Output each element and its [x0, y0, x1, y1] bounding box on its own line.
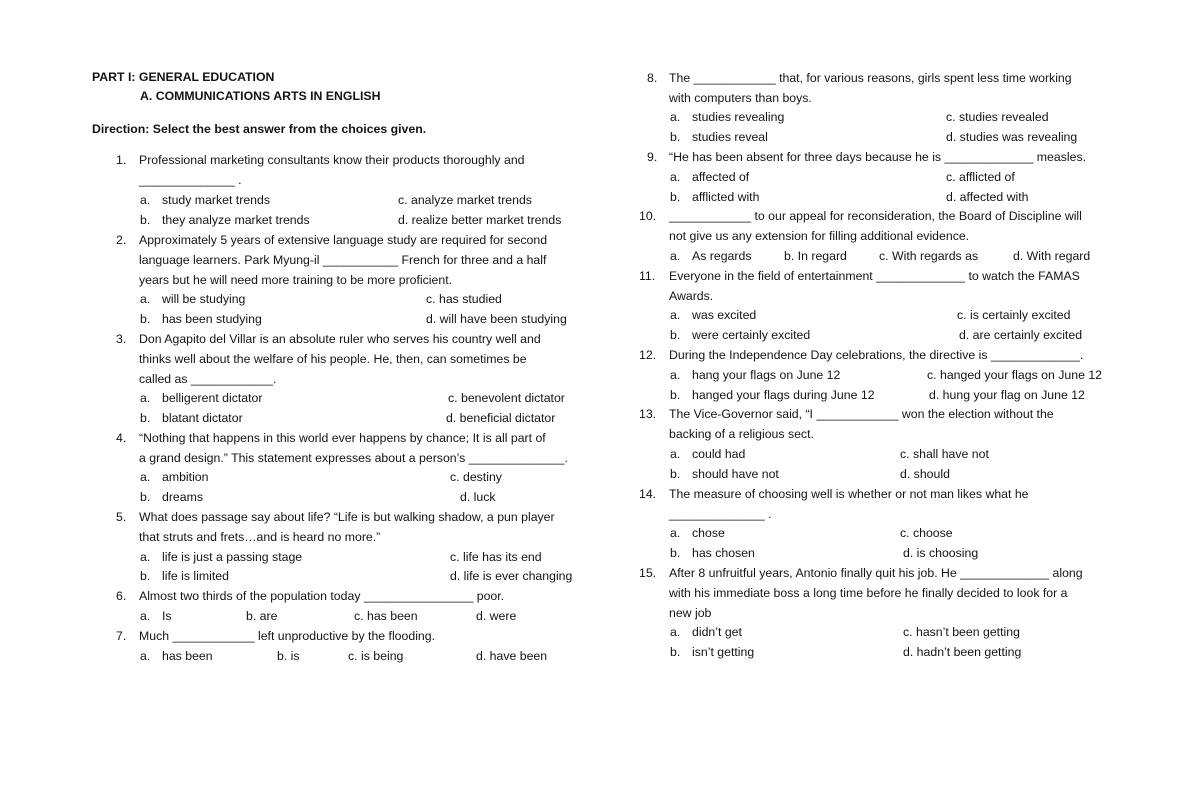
question-14-text: The measure of choosing well is whether or not man likes what he — [669, 487, 1029, 501]
choice-b: has chosen — [692, 546, 755, 560]
choice-letter: a. — [670, 249, 681, 263]
choice-d: d. life is ever changing — [450, 569, 573, 583]
question-5-text: What does passage say about life? “Life is but walking shadow, a pun player — [139, 510, 555, 524]
question-11-text: Awards. — [669, 288, 714, 303]
question-12-number: 12. — [639, 348, 657, 362]
choice-d: d. hung your flag on June 12 — [929, 388, 1085, 402]
choice-b: b. In regard — [784, 249, 847, 263]
question-10-text: not give us any extension for filling additional evidence. — [669, 228, 970, 243]
choice-a: chose — [692, 526, 725, 540]
choice-b: should have not — [692, 467, 779, 481]
choice-b: were certainly excited — [692, 328, 811, 342]
choice-letter: a. — [670, 170, 681, 184]
choice-letter: a. — [670, 368, 681, 382]
choice-c: c. life has its end — [450, 550, 542, 564]
choice-letter: a. — [140, 649, 151, 663]
question-15-text: with his immediate boss a long time before he finally decided to look for a — [669, 585, 1068, 600]
choice-a: studies revealing — [692, 110, 785, 124]
choice-letter: a. — [140, 550, 151, 564]
choice-a: didn’t get — [692, 625, 742, 639]
question-9-text: “He has been absent for three days because he is _____________ measles. — [669, 150, 1087, 164]
question-14-text: ______________ . — [669, 506, 772, 521]
question-11-text: Everyone in the field of entertainment _____________ to watch the FAMAS — [669, 269, 1080, 283]
choice-c: c. benevolent dictator — [448, 391, 565, 405]
choice-a: was excited — [692, 308, 757, 322]
choice-letter: a. — [670, 447, 681, 461]
choice-a: hang your flags on June 12 — [692, 368, 841, 382]
question-9-number: 9. — [647, 150, 658, 164]
choice-b: afflicted with — [692, 190, 760, 204]
choice-c: c. destiny — [450, 470, 502, 484]
question-10-text: ____________ to our appeal for reconsideration, the Board of Discipline will — [669, 209, 1082, 223]
choice-a: Is — [162, 609, 172, 623]
choice-d: d. should — [900, 467, 950, 481]
choice-b: b. are — [246, 609, 278, 623]
choice-letter: b. — [670, 328, 681, 342]
choice-d: d. With regard — [1013, 249, 1091, 263]
choice-letter: b. — [670, 467, 681, 481]
question-10-number: 10. — [639, 209, 657, 223]
choice-letter: b. — [670, 645, 681, 659]
choice-a: will be studying — [162, 292, 246, 306]
question-13-text: backing of a religious sect. — [669, 426, 814, 441]
question-2-text: Approximately 5 years of extensive language study are required for second — [139, 233, 548, 247]
part-heading: PART I: GENERAL EDUCATION — [92, 70, 275, 84]
question-5-number: 5. — [116, 510, 127, 524]
question-7-number: 7. — [116, 629, 127, 643]
choice-c: c. has studied — [426, 292, 502, 306]
choice-c: c. studies revealed — [946, 110, 1049, 124]
choice-a: belligerent dictator — [162, 391, 263, 405]
choice-b: has been studying — [162, 312, 262, 326]
choice-d: d. were — [476, 609, 517, 623]
choice-d: d. realize better market trends — [398, 213, 562, 227]
choice-c: c. shall have not — [900, 447, 989, 461]
choice-letter: b. — [670, 190, 681, 204]
choice-letter: a. — [670, 110, 681, 124]
choice-b: dreams — [162, 490, 204, 504]
question-13-number: 13. — [639, 407, 657, 421]
choice-a: could had — [692, 447, 746, 461]
choice-letter: b. — [670, 130, 681, 144]
choice-d: d. are certainly excited — [959, 328, 1083, 342]
question-2-number: 2. — [116, 233, 127, 247]
choice-letter: a. — [140, 193, 151, 207]
choice-b: life is limited — [162, 569, 229, 583]
choice-d: d. will have been studying — [426, 312, 567, 326]
choice-letter: a. — [140, 292, 151, 306]
question-3-number: 3. — [116, 332, 127, 346]
question-12-text: During the Independence Day celebrations, the directive is _____________. — [669, 348, 1084, 362]
question-2-text: years but he will need more training to be more proficient. — [139, 272, 453, 287]
choice-a: As regards — [692, 249, 752, 263]
choice-d: d. is choosing — [903, 546, 979, 560]
question-13-text: The Vice-Governor said, “I ____________ won the election without the — [669, 407, 1054, 421]
choice-a: study market trends — [162, 193, 270, 207]
choice-a: has been — [162, 649, 213, 663]
choice-b: hanged your flags during June 12 — [692, 388, 875, 402]
choice-letter: a. — [670, 526, 681, 540]
choice-c: c. is being — [348, 649, 404, 663]
choice-d: d. studies was revealing — [946, 130, 1078, 144]
choice-d: d. hadn’t been getting — [903, 645, 1022, 659]
question-8-text: The ____________ that, for various reasons, girls spent less time working — [669, 71, 1072, 85]
question-5-text: that struts and frets…and is heard no more.” — [139, 529, 381, 544]
question-3-text: thinks well about the welfare of his people. He, then, can sometimes be — [139, 351, 527, 366]
direction-text: Direction: Select the best answer from the choices given. — [92, 122, 427, 136]
choice-b: studies reveal — [692, 130, 768, 144]
choice-letter: b. — [670, 388, 681, 402]
choice-c: c. analyze market trends — [398, 193, 532, 207]
choice-b: isn’t getting — [692, 645, 755, 659]
question-6-number: 6. — [116, 589, 127, 603]
choice-c: c. With regards as — [879, 249, 979, 263]
choice-c: c. choose — [900, 526, 953, 540]
choice-b: blatant dictator — [162, 411, 243, 425]
choice-c: c. hasn’t been getting — [903, 625, 1020, 639]
question-4-text: a grand design.” This statement expresses about a person’s ______________. — [139, 450, 568, 465]
choice-d: d. beneficial dictator — [446, 411, 556, 425]
choice-c: c. is certainly excited — [957, 308, 1071, 322]
choice-letter: a. — [140, 470, 151, 484]
choice-d: d. affected with — [946, 190, 1029, 204]
question-8-number: 8. — [647, 71, 658, 85]
choice-letter: b. — [140, 490, 151, 504]
choice-d: d. have been — [476, 649, 548, 663]
question-15-text: After 8 unfruitful years, Antonio finally quit his job. He _____________ along — [669, 566, 1083, 580]
question-1-text: ______________ . — [139, 172, 242, 187]
choice-c: c. hanged your flags on June 12 — [927, 368, 1103, 382]
question-4-text: “Nothing that happens in this world ever happens by chance; It is all part of — [139, 431, 546, 445]
choice-letter: a. — [140, 609, 151, 623]
subsection-heading: A. COMMUNICATIONS ARTS IN ENGLISH — [140, 89, 381, 103]
question-3-text: Don Agapito del Villar is an absolute ruler who serves his country well and — [139, 332, 541, 346]
choice-a: affected of — [692, 170, 750, 184]
question-7-text: Much ____________ left unproductive by the flooding. — [139, 629, 436, 643]
choice-c: c. afflicted of — [946, 170, 1015, 184]
choice-letter: b. — [670, 546, 681, 560]
choice-d: d. luck — [460, 490, 496, 504]
choice-letter: b. — [140, 213, 151, 227]
choice-a: ambition — [162, 470, 209, 484]
choice-b: b. is — [277, 649, 300, 663]
question-3-text: called as ____________. — [139, 371, 277, 386]
question-2-text: language learners. Park Myung-il ___________ French for three and a half — [139, 252, 547, 267]
choice-letter: a. — [670, 625, 681, 639]
choice-letter: a. — [670, 308, 681, 322]
question-1-text: Professional marketing consultants know their products thoroughly and — [139, 153, 525, 167]
question-14-number: 14. — [639, 487, 657, 501]
choice-letter: b. — [140, 411, 151, 425]
choice-letter: a. — [140, 391, 151, 405]
choice-a: life is just a passing stage — [162, 550, 303, 564]
choice-letter: b. — [140, 312, 151, 326]
question-15-number: 15. — [639, 566, 657, 580]
choice-b: they analyze market trends — [162, 213, 310, 227]
question-11-number: 11. — [639, 269, 656, 283]
choice-c: c. has been — [354, 609, 418, 623]
question-4-number: 4. — [116, 431, 127, 445]
question-6-text: Almost two thirds of the population today ________________ poor. — [139, 589, 505, 603]
question-15-text: new job — [669, 605, 712, 620]
choice-letter: b. — [140, 569, 151, 583]
question-8-text: with computers than boys. — [669, 90, 812, 105]
question-1-number: 1. — [116, 153, 127, 167]
